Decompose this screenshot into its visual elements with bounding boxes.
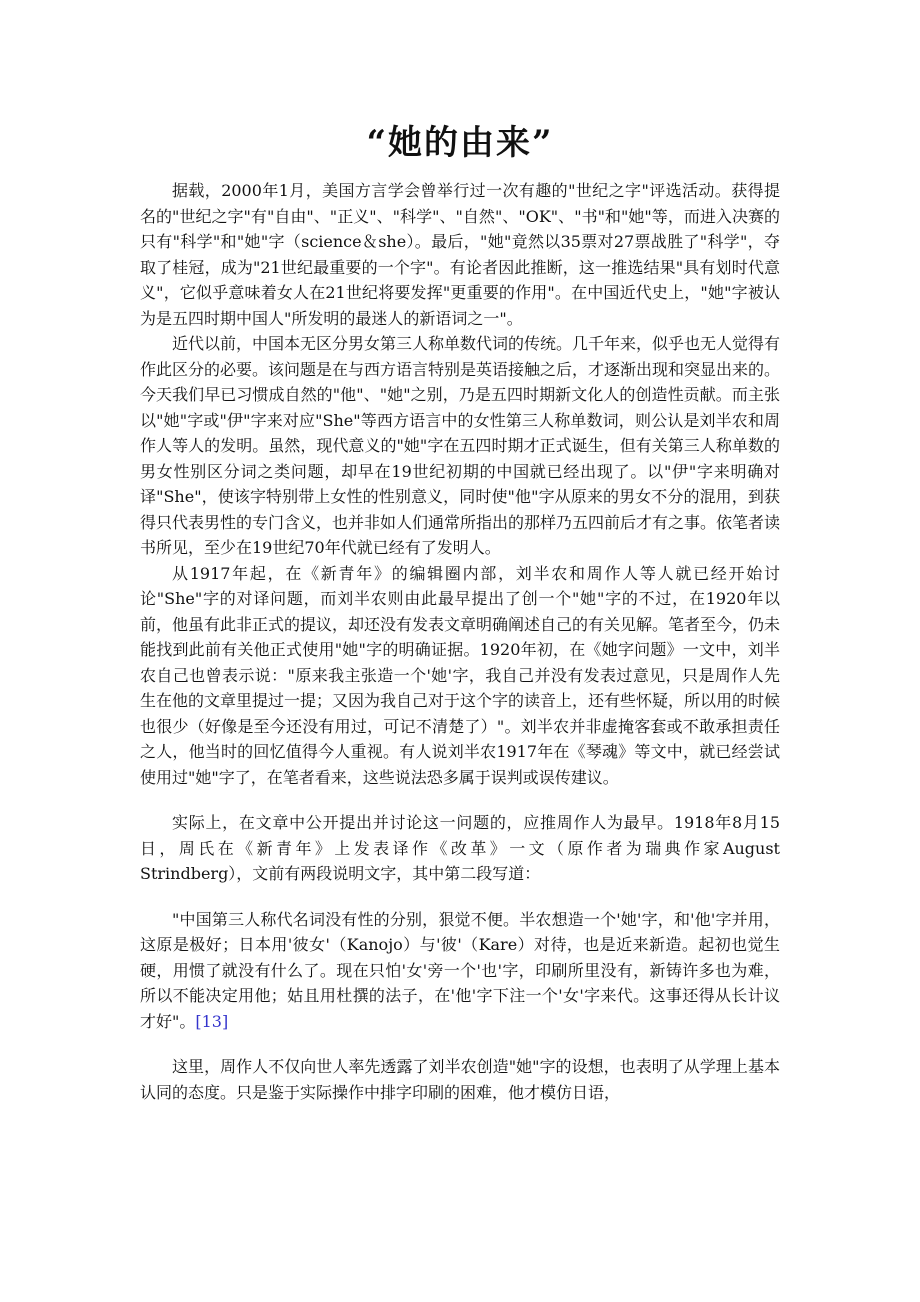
paragraph-2: 近代以前，中国本无区分男女第三人称单数代词的传统。几千年来，似乎也无人觉得有作此区分的必要。该问题是在与西方语言特别是英语接触之后，才逐渐出现和突显出来的。今天我们早已习惯成自然的"他"、"她"之别，乃是五四时期新文化人的创造性贡献。而主张以"她"字或"伊"字来对应"She"等西方语言中的女性第三人称单数词，则公认是刘半农和周作人等人的发明。虽然，现代意义的"她"字在五四时期才正式诞生，但有关第三人称单数的男女性别区分词之类问题，却早在19世纪初期的中国就已经出现了。以"伊"字来明确对译"She"，使该字特别带上女性的性别意义，同时使"他"字从原来的男女不分的混用，到获得只代表男性的专门含义，也并非如人们通常所指出的那样乃五四前后才有之事。依笔者读书所见，至少在19世纪70年代就已经有了发明人。 xyxy=(140,334,781,557)
paragraph-3: 从1917年起，在《新青年》的编辑圈内部，刘半农和周作人等人就已经开始讨论"She"字的对译问题，而刘半农则由此最早提出了创一个"她"字的不过，在1920年以前，他虽有此非正式的提议，却还没有发表文章明确阐述自己的有关见解。笔者至今，仍未能找到此前有关他正式使用"她"字的明确证据。1920年初，在《她字问题》一文中，刘半农自己也曾表示说："原来我主张造一个'她'字，我自己并没有发表过意见，只是周作人先生在他的文章里提过一提；又因为我自己对于这个字的读音上，还有些怀疑，所以用的时候也很少（好像是至今还没有用过，可记不清楚了）"。刘半农并非虚掩客套或不敢承担责任之人，他当时的回忆值得今人重视。有人说刘半农1917年在《琴魂》等文中，就已经尝试使用过"她"字了，在笔者看来，这些说法恐多属于误判或误传建议。 xyxy=(140,563,781,787)
quote-paragraph xyxy=(140,907,780,1035)
paragraph-6: 这里，周作人不仅向世人率先透露了刘半农创造"她"字的设想，也表明了从学理上基本认同的态度。只是鉴于实际操作中排字印刷的困难，他才模仿日语， xyxy=(140,1057,780,1102)
quote-text: "中国第三人称代名词没有性的分别，狠觉不便。半农想造一个'她'字，和'他'字并用，这原是极好；日本用'彼女'（Kanojo）与'彼'（Kare）对待，也是近来新造。起初也觉生硬，用惯了就没有什么了。现在只怕'女'旁一个'也'字，印刷所里没有，新铸许多也为难，所以不能决定用他；姑且用杜撰的法子，在'他'字下注一个'女'字来代。这事还得从长计议才好"。 xyxy=(140,909,780,1031)
article-body xyxy=(140,178,780,1105)
paragraph-1: 据载，2000年1月，美国方言学会曾举行过一次有趣的"世纪之字"评选活动。获得提名的"世纪之字"有"自由"、"正义"、"科学"、"自然"、"OK"、"书"和"她"等，而进入决赛的只有"科学"和"她"字（science＆she）。最后，"她"竟然以35票对27票战胜了"科学"，夺取了桂冠，成为"21世纪最重要的一个字"。有论者因此推断，这一推选结果"具有划时代意义"，它似乎意味着女人在21世纪将要发挥"更重要的作用"。在中国近代史上，"她"字被认为是五四时期中国人"所发明的最迷人的新语词之一"。 xyxy=(140,181,780,328)
paragraph-4: 实际上，在文章中公开提出并讨论这一问题的，应推周作人为最早。1918年8月15日，周氏在《新青年》上发表译作《改革》一文（原作者为瑞典作家August Strindberg），文前有两段说明文字，其中第二段写道： xyxy=(140,813,780,883)
footnote-ref[interactable]: [13] xyxy=(195,1011,229,1031)
page-title: “她的由来” xyxy=(366,123,554,163)
